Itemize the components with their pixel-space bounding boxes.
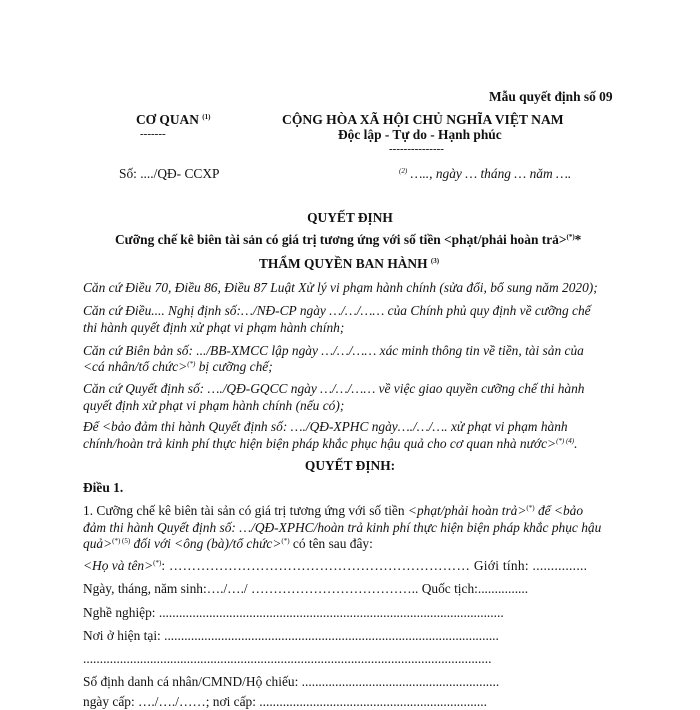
field-name[interactable]: <Họ và tên>(*): ………………………………………………………… Giới tính: ...............	[83, 558, 588, 573]
decision-heading: QUYẾT ĐỊNH:	[304, 458, 396, 473]
document-title: QUYẾT ĐỊNH	[307, 210, 393, 225]
nation-motto: Độc lập - Tự do - Hạnh phúc	[338, 127, 502, 142]
basis-5-line-2: chính/hoàn trả kinh phí thực hiện biện pháp khắc phục hậu quả cho cơ quan nhà nước>$^{(*) (4)}$.	[83, 436, 578, 451]
agency-name: CƠ QUAN $^{(1)}$	[136, 112, 211, 127]
field-issue-info[interactable]: ngày cấp: …./…./……; nơi cấp: ....................................................................	[83, 694, 487, 709]
basis-1: Căn cứ Điều 70, Điều 86, Điều 87 Luật Xử lý vi phạm hành chính (sửa đổi, bổ sung năm 2020);	[83, 280, 598, 295]
nation-divider: ---------------	[389, 143, 444, 155]
form-number: Mẫu quyết định số 09	[489, 89, 613, 104]
agency-divider: -------	[140, 128, 166, 140]
article-1-line-1: 1. Cưỡng chế kê biên tài sản có giá trị tương ứng với số tiền <phạt/phải hoàn trả>(*) để <bảo	[83, 503, 584, 518]
article-1-line-3: quả>$^{(*) (5)}$ đối với <ông (bà)/tổ chức>(*) có tên sau đây:	[83, 536, 373, 551]
basis-3-line-2: <cá nhân/tổ chức>(*) bị cưỡng chế;	[83, 359, 273, 374]
field-address-continued[interactable]: ..........................................................................................................................	[83, 651, 492, 666]
document-number: Số: ..../QĐ- CCXP	[119, 166, 220, 181]
article-1-line-2: đảm thi hành Quyết định số: …/QĐ-XPHC/hoàn trả kinh phí thực hiện biện pháp khắc phục hậu	[83, 520, 602, 535]
article-1-title: Điều 1.	[83, 480, 124, 495]
field-dob-nationality[interactable]: Ngày, tháng, năm sinh:…./…./ ……………………………….. Quốc tịch:...............	[83, 581, 529, 596]
basis-5-line-1: Để <bảo đảm thi hành Quyết định số: …./QĐ-XPHC ngày…./…/…. xử phạt vi phạm hành	[83, 419, 568, 434]
document-subtitle: Cưỡng chế kê biên tài sản có giá trị tương ứng với số tiền <phạt/phải hoàn trả>(*)*	[115, 232, 582, 247]
document-date: $^{(2)}$ ….., ngày … tháng … năm ….	[399, 166, 572, 181]
field-address[interactable]: Nơi ở hiện tại: ....................................................................................................	[83, 628, 499, 643]
field-occupation[interactable]: Nghề nghiệp: .......................................................................................................	[83, 605, 504, 620]
basis-2-line-1: Căn cứ Điều.... Nghị định số:…/NĐ-CP ngày …/…/…… của Chính phủ quy định về cưỡng chế	[83, 303, 591, 318]
basis-2-line-2: thi hành quyết định xử phạt vi phạm hành chính;	[83, 320, 345, 335]
basis-3-line-1: Căn cứ Biên bản số: .../BB-XMCC lập ngày …/…/…… xác minh thông tin về tiền, tài sản của	[83, 343, 584, 358]
basis-4-line-1: Căn cứ Quyết định số: …./QĐ-GQCC ngày …/…/…… về việc giao quyền cưỡng chế thi hành	[83, 381, 585, 396]
issuing-authority: THẨM QUYỀN BAN HÀNH $^{(3)}$	[259, 256, 440, 271]
nation-title: CỘNG HÒA XÃ HỘI CHỦ NGHĨA VIỆT NAM	[282, 112, 564, 127]
field-id-number[interactable]: Số định danh cá nhân/CMND/Hộ chiếu: ...........................................................	[83, 674, 500, 689]
basis-4-line-2: quyết định xử phạt vi phạm hành chính (nếu có);	[83, 398, 345, 413]
